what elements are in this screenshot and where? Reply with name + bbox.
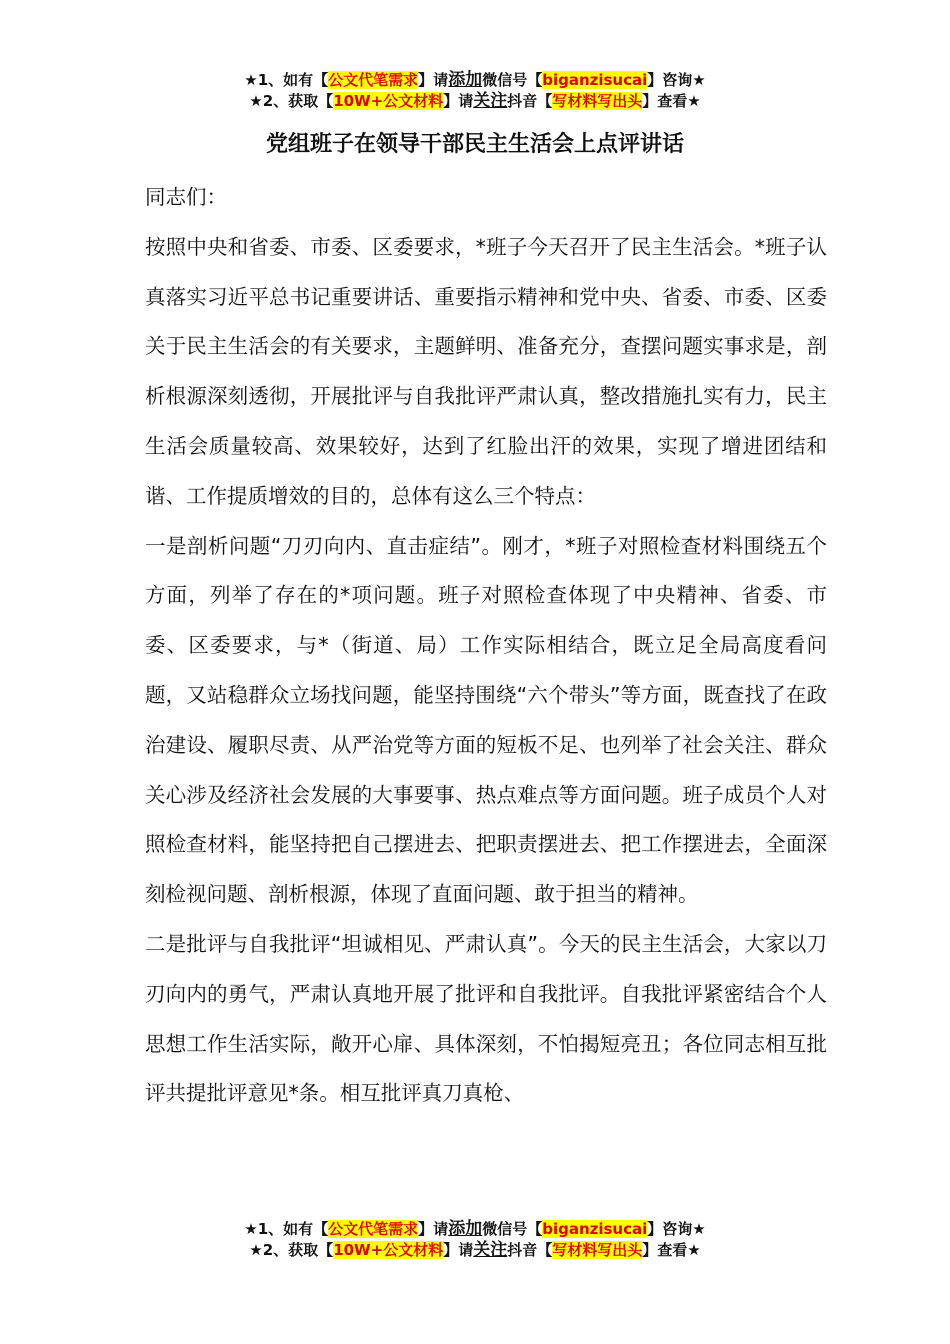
- star-icon: ★: [692, 71, 706, 89]
- star-icon: ★: [687, 1241, 701, 1259]
- banner-line-2: ★2、获取【10W+公文材料】请关注抖音【写材料写出头】查看★: [249, 1240, 701, 1260]
- paragraph: 二是批评与自我批评“坦诚相见、严肃认真”。今天的民主生活会，大家以刀刃向内的勇气，严肃认真地开展了批评和自我批评。自我批评紧密结合个人思想工作生活实际，敞开心扉、具体深刻，不怕揭短亮丑；各位同志相互批评共提批评意见*条。相互批评真刀真枪、: [145, 931, 827, 1106]
- wechat-id-highlight: biganzisucai: [542, 1220, 648, 1238]
- star-icon: ★: [249, 92, 263, 110]
- salutation: 同志们：: [145, 185, 227, 209]
- highlight-materials: 10W+公文材料: [333, 92, 444, 110]
- underlined-add: 添加: [448, 1219, 483, 1239]
- header-banner: [0, 70, 950, 112]
- highlight-ghostwriting: 公文代笔需求: [328, 71, 419, 89]
- document-body: [145, 173, 827, 1119]
- paragraph: 一是剖析问题“刀刃向内、直击症结”。刚才，*班子对照检查材料围绕五个方面，列举了存在的*项问题。班子对照检查体现了中央精神、省委、市委、区委要求，与*（街道、局）工作实际相结合，既立足全局高度看问题，又站稳群众立场找问题，能坚持围绕“六个带头”等方面，既查找了在政治建设、履职尽责、从严治党等方面的短板不足、也列举了社会关注、群众关心涉及经济社会发展的大事要事、热点难点等方面问题。班子成员个人对照检查材料，能坚持把自己摆进去、把职责摆进去、把工作摆进去，全面深刻检视问题、剖析根源，体现了直面问题、敢于担当的精神。: [145, 533, 827, 907]
- douyin-account-highlight: 写材料写出头: [552, 1241, 643, 1259]
- star-icon: ★: [692, 1220, 706, 1238]
- banner-line-1: ★1、如有【公文代笔需求】请添加微信号【biganzisucai】咨询★: [244, 1219, 706, 1239]
- star-icon: ★: [244, 1220, 258, 1238]
- footer-banner: [0, 1219, 950, 1261]
- star-icon: ★: [244, 71, 258, 89]
- wechat-id-highlight: biganzisucai: [542, 71, 648, 89]
- banner-line-2: ★2、获取【10W+公文材料】请关注抖音【写材料写出头】查看★: [249, 91, 701, 111]
- underlined-follow: 关注: [473, 91, 508, 111]
- star-icon: ★: [687, 92, 701, 110]
- underlined-add: 添加: [448, 70, 483, 90]
- highlight-materials: 10W+公文材料: [333, 1241, 444, 1259]
- document-title: 党组班子在领导干部民主生活会上点评讲话: [265, 132, 684, 157]
- highlight-ghostwriting: 公文代笔需求: [328, 1220, 419, 1238]
- star-icon: ★: [249, 1241, 263, 1259]
- douyin-account-highlight: 写材料写出头: [552, 92, 643, 110]
- banner-line-1: ★1、如有【公文代笔需求】请添加微信号【biganzisucai】咨询★: [244, 70, 706, 90]
- paragraph: 按照中央和省委、市委、区委要求，*班子今天召开了民主生活会。*班子认真落实习近平总书记重要讲话、重要指示精神和党中央、省委、市委、区委关于民主生活会的有关要求，主题鲜明、准备充分，查摆问题实事求是，剖析根源深刻透彻，开展批评与自我批评严肃认真，整改措施扎实有力，民主生活会质量较高、效果较好，达到了红脸出汗的效果，实现了增进团结和谐、工作提质增效的目的，总体有这么三个特点：: [145, 234, 827, 508]
- underlined-follow: 关注: [473, 1240, 508, 1260]
